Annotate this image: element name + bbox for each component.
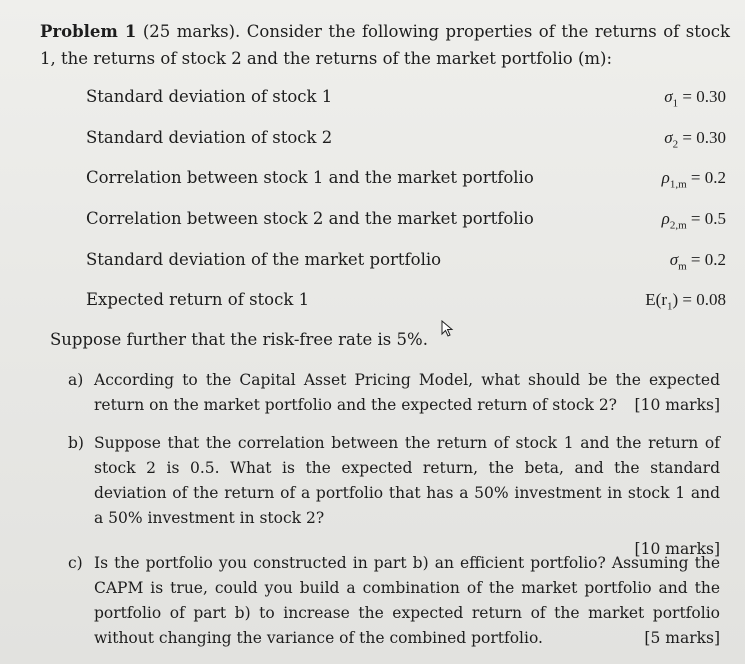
problem-intro-text: Consider the following properties of the returns of stock 1, the returns of stock 2 and the returns of the market portfolio (m): xyxy=(40,22,731,68)
property-number: = 0.30 xyxy=(678,128,726,147)
question-c xyxy=(68,551,720,651)
question-text: According to the Capital Asset Pricing Model, what should be the expected return on the market portfolio and the expected return of stock 2? xyxy=(94,371,720,414)
question-a xyxy=(68,368,720,418)
property-value xyxy=(664,128,726,150)
problem-marks: (25 marks). xyxy=(142,22,241,41)
property-subscript: 2 xyxy=(672,138,679,151)
property-symbol: E(r xyxy=(645,290,667,309)
property-symbol: σ xyxy=(664,87,673,106)
property-number: = 0.5 xyxy=(686,209,726,228)
property-subscript: 1 xyxy=(672,97,679,110)
property-value xyxy=(662,168,726,190)
property-row xyxy=(86,128,726,152)
property-value xyxy=(662,209,726,231)
assumption-text: Suppose further that the risk-free rate is 5%. xyxy=(50,330,428,349)
question-b xyxy=(68,431,720,562)
property-row xyxy=(86,250,726,274)
property-subscript: 2,m xyxy=(669,219,687,232)
property-symbol: σ xyxy=(669,250,679,269)
problem-title: Problem 1 xyxy=(40,22,137,41)
property-label: Standard deviation of stock 2 xyxy=(86,128,333,147)
property-value xyxy=(670,250,726,272)
property-label: Correlation between stock 2 and the market portfolio xyxy=(86,209,534,228)
property-row xyxy=(86,168,726,192)
question-letter: a) xyxy=(68,371,84,389)
property-subscript: 1,m xyxy=(669,178,687,191)
property-subscript: 1 xyxy=(667,300,673,313)
question-letter: c) xyxy=(68,554,83,572)
question-text: Is the portfolio you constructed in part b) an efficient portfolio? Assuming the CAPM is true, could you build a combination of the market portfolio and the portfolio of part b) to increase the expected return of the market portfolio without changing the variance of the combined portfolio. xyxy=(94,554,720,647)
property-row xyxy=(86,209,726,233)
mouse-cursor-icon xyxy=(441,320,455,338)
problem-intro xyxy=(40,18,730,72)
property-label: Expected return of stock 1 xyxy=(86,290,310,309)
property-number: ) = 0.08 xyxy=(672,290,726,309)
property-label: Correlation between stock 1 and the market portfolio xyxy=(86,168,534,187)
property-symbol: ρ xyxy=(661,209,670,228)
question-text: Suppose that the correlation between the return of stock 1 and the return of stock 2 is 0.5. What is the expected return, the beta, and the standard deviation of the return of a portfolio that has a 50% investment in stock 1 and a 50% investment in stock 2? xyxy=(94,434,720,527)
property-label: Standard deviation of the market portfolio xyxy=(86,250,442,269)
question-marks: [10 marks] xyxy=(634,396,720,414)
property-symbol: σ xyxy=(664,128,673,147)
property-value xyxy=(645,290,726,312)
property-number: = 0.2 xyxy=(686,168,726,187)
property-subscript: m xyxy=(678,260,687,273)
property-number: = 0.2 xyxy=(686,250,726,269)
property-row xyxy=(86,290,726,314)
property-symbol: ρ xyxy=(661,168,670,187)
property-number: = 0.30 xyxy=(678,87,726,106)
question-marks: [10 marks] xyxy=(634,540,720,558)
question-marks: [5 marks] xyxy=(644,629,720,647)
property-value xyxy=(664,87,726,109)
property-row xyxy=(86,87,726,111)
question-letter: b) xyxy=(68,434,84,452)
property-label: Standard deviation of stock 1 xyxy=(86,87,333,106)
